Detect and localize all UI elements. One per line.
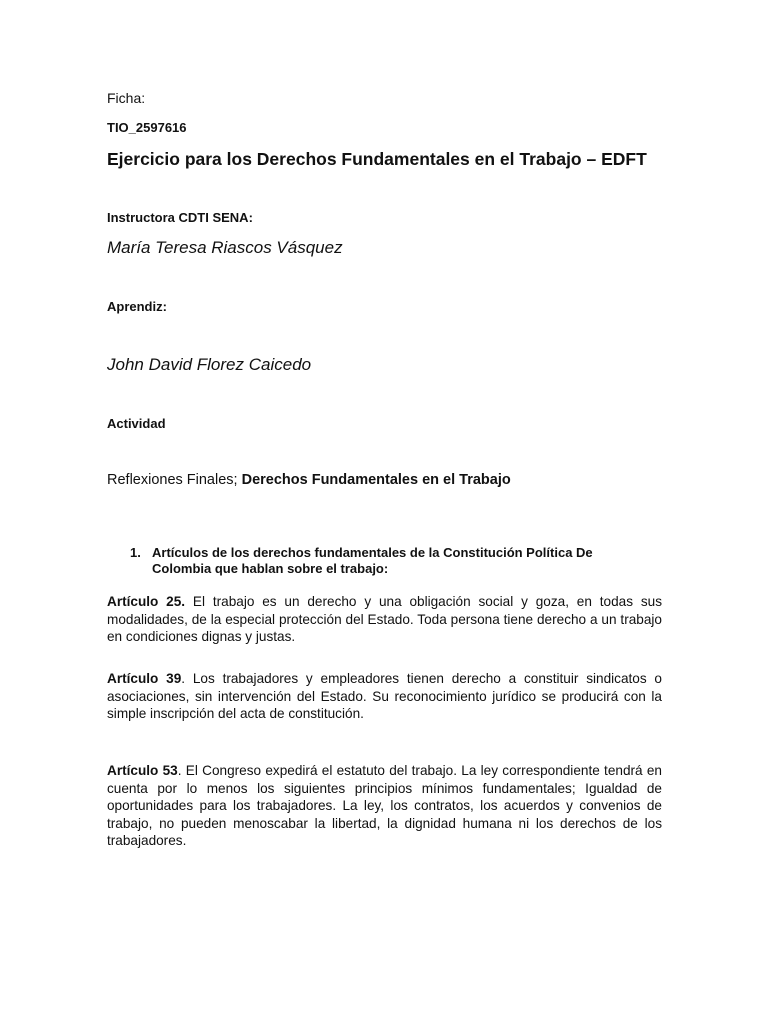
article-53-title: Artículo 53 [107, 763, 178, 778]
document-title: Ejercicio para los Derechos Fundamentales en el Trabajo – EDFT [107, 149, 647, 169]
instructor-label: Instructora CDTI SENA: [107, 210, 253, 225]
instructor-name: María Teresa Riascos Vásquez [107, 238, 343, 257]
article-25-title: Artículo 25. [107, 594, 186, 609]
article-39-title: Artículo 39 [107, 671, 182, 686]
apprentice-label: Aprendiz: [107, 299, 167, 314]
article-39-text: . Los trabajadores y empleadores tienen derecho a constituir sindicatos o asociaciones, sin intervención del Estado. Su reconocimiento jurídico se producirá con la simple inscripción del acta de constitución. [107, 671, 662, 721]
list-number: 1. [130, 545, 141, 560]
activity-topic: Derechos Fundamentales en el Trabajo [241, 472, 511, 488]
activity-label: Actividad [107, 416, 166, 431]
activity-description [107, 472, 511, 488]
article-25-text: El trabajo es un derecho y una obligación social y goza, en todas sus modalidades, de la especial protección del Estado. Toda persona tiene derecho a un trabajo en condiciones dignas y justas. [107, 594, 662, 644]
article-53-paragraph [107, 762, 662, 850]
activity-prefix: Reflexiones Finales; [107, 472, 242, 488]
apprentice-name: John David Florez Caicedo [107, 355, 312, 374]
list-heading-text: Artículos de los derechos fundamentales de la Constitución Política De Colombia que hablan sobre el trabajo: [152, 545, 593, 576]
article-39-paragraph [107, 670, 662, 723]
ficha-code: TIO_2597616 [107, 120, 187, 135]
article-53-text: . El Congreso expedirá el estatuto del trabajo. La ley correspondiente tendrá en cuenta por lo menos los siguientes principios mínimos fundamentales; Igualdad de oportunidades para los trabajadores. La ley, los contratos, los acuerdos y convenios de trabajo, no pueden menoscabar la libertad, la dignidad humana ni los derechos de los trabajadores. [107, 763, 662, 848]
ficha-label: Ficha: [107, 90, 146, 106]
article-25-paragraph [107, 593, 662, 646]
